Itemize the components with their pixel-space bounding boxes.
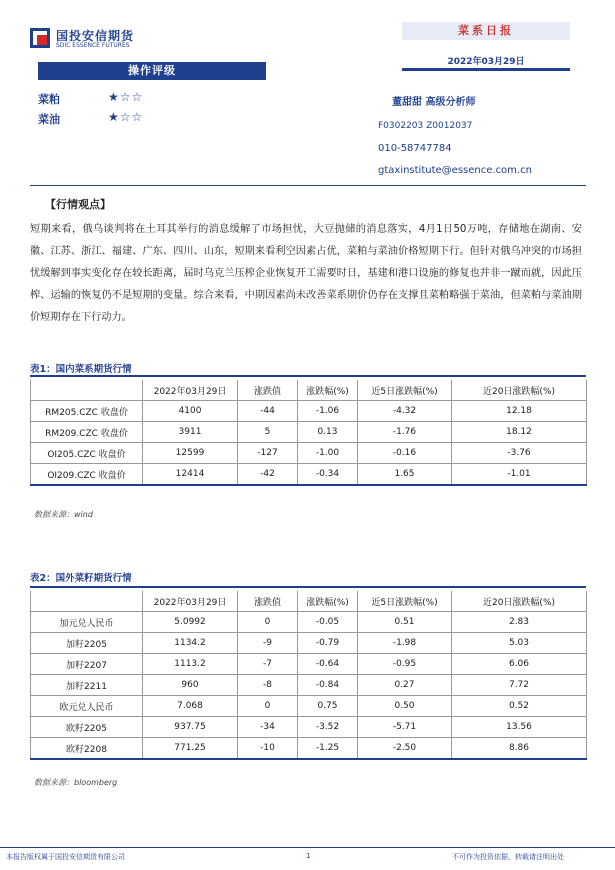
section-title: 【行情观点】 (45, 198, 111, 211)
table-cell: 加籽2211 (31, 675, 143, 696)
table-cell: 12414 (143, 464, 238, 486)
column-header: 近5日涨跌幅(%) (358, 380, 452, 401)
table-row (31, 401, 587, 422)
table-cell: 加籽2205 (31, 633, 143, 654)
logo-text-en: SDIC ESSENCE FUTURES (56, 42, 130, 49)
table-cell: -0.84 (298, 675, 358, 696)
table-cell: 5 (238, 422, 298, 443)
table-row (31, 717, 587, 738)
analyst-name: 董甜甜 高级分析师 (392, 97, 476, 108)
column-header: 涨跌幅(%) (298, 591, 358, 612)
table-cell: 0.52 (452, 696, 587, 717)
foreign-futures-table (30, 591, 587, 760)
column-header: 近5日涨跌幅(%) (358, 591, 452, 612)
table-cell: 5.0992 (143, 612, 238, 633)
column-header: 2022年03月29日 (143, 380, 238, 401)
star-rating-icon: ★☆☆ (108, 110, 144, 124)
table-row (31, 738, 587, 760)
table-cell: -0.64 (298, 654, 358, 675)
column-header: 涨跌值 (238, 591, 298, 612)
table-cell: 7.068 (143, 696, 238, 717)
table-row (31, 654, 587, 675)
rating-row (38, 111, 266, 131)
table-cell: 欧籽2208 (31, 738, 143, 760)
column-header: 2022年03月29日 (143, 591, 238, 612)
table-cell: 12.18 (452, 401, 587, 422)
table-cell: 0 (238, 696, 298, 717)
table-cell: 2.83 (452, 612, 587, 633)
table-cell: -7 (238, 654, 298, 675)
table-title: 表1：国内菜系期货行情 (30, 364, 132, 375)
table-cell: -8 (238, 675, 298, 696)
table-cell: -127 (238, 443, 298, 464)
column-header: 涨跌幅(%) (298, 380, 358, 401)
analyst-email[interactable]: gtaxinstitute@essence.com.cn (378, 165, 532, 176)
table-cell: -2.50 (358, 738, 452, 760)
table-cell: -5.71 (358, 717, 452, 738)
table-cell: 0 (238, 612, 298, 633)
column-header: 近20日涨跌幅(%) (452, 380, 587, 401)
report-date: 2022年03月29日 (447, 57, 525, 67)
table-cell: -3.76 (452, 443, 587, 464)
table-row (31, 612, 587, 633)
table-cell: RM205.CZC 收盘价 (31, 401, 143, 422)
table-row (31, 443, 587, 464)
table-cell: 1113.2 (143, 654, 238, 675)
table-cell: 6.06 (452, 654, 587, 675)
table-row (31, 633, 587, 654)
table-cell: -34 (238, 717, 298, 738)
table-cell: -10 (238, 738, 298, 760)
table-cell: -0.05 (298, 612, 358, 633)
table-cell: 0.51 (358, 612, 452, 633)
table-cell: 8.86 (452, 738, 587, 760)
analyst-cert: F0302203 Z0012037 (378, 121, 473, 131)
table-cell: 4100 (143, 401, 238, 422)
logo-text-cn: 国投安信期货 (56, 29, 135, 43)
column-header (31, 591, 143, 612)
divider (30, 586, 586, 588)
table-cell: RM209.CZC 收盘价 (31, 422, 143, 443)
table-cell: 7.72 (452, 675, 587, 696)
rating-name: 菜粕 (38, 93, 60, 106)
table-cell: -4.32 (358, 401, 452, 422)
table-cell: -44 (238, 401, 298, 422)
table-cell: -1.98 (358, 633, 452, 654)
footer-disclaimer: 不可作为投资依据，转载请注明出处 (452, 853, 564, 861)
table-cell: 937.75 (143, 717, 238, 738)
table-cell: 18.12 (452, 422, 587, 443)
table-cell: -1.76 (358, 422, 452, 443)
report-type-badge: 菜系日报 (402, 22, 570, 40)
table-row (31, 464, 587, 486)
table-cell: -42 (238, 464, 298, 486)
table-row (31, 675, 587, 696)
table-cell: -1.06 (298, 401, 358, 422)
footer-copyright: 本报告版权属于国投安信期货有限公司 (6, 853, 125, 861)
table-cell: 0.50 (358, 696, 452, 717)
table-cell: -1.25 (298, 738, 358, 760)
table-title: 表2：国外菜籽期货行情 (30, 573, 132, 584)
divider (30, 185, 586, 186)
column-header (31, 380, 143, 401)
column-header: 近20日涨跌幅(%) (452, 591, 587, 612)
table-cell: -3.52 (298, 717, 358, 738)
table-cell: 960 (143, 675, 238, 696)
divider (30, 375, 586, 377)
divider (0, 847, 615, 848)
table-cell: 5.03 (452, 633, 587, 654)
divider (402, 68, 570, 71)
market-view-text: 短期来看，俄乌谈判将在土耳其举行的消息缓解了市场担忧，大豆抛储的消息落实，4月1日50万吨，存储地在湖南、安徽、江苏、浙江、福建、广东、四川、山东，短期来看利空因素占优，菜粕与菜油价格短期下行。但针对俄乌冲突的市场担忧缓解到事实变化存在较长距离，届时乌克兰压榨企业恢复开工需要时日，基建和港口设施的修复也并非一蹴而就，因此压榨、运输的恢复仍不是短期的变量。综合来看，中期因素尚未改善菜系期价仍存在支撑且菜粕略强于菜油，但菜粕与菜油期价短期存在下行动力。 (30, 224, 582, 323)
table-cell: 1134.2 (143, 633, 238, 654)
table-cell: 欧元兑人民币 (31, 696, 143, 717)
table-cell: 13.56 (452, 717, 587, 738)
table-cell: -1.01 (452, 464, 587, 486)
table-header-row (31, 591, 587, 612)
table-cell: 771.25 (143, 738, 238, 760)
table-cell: 0.13 (298, 422, 358, 443)
table-cell: -0.95 (358, 654, 452, 675)
table-cell: 加籽2207 (31, 654, 143, 675)
table-cell: 3911 (143, 422, 238, 443)
data-source: 数据来源：wind (34, 510, 93, 519)
table-cell: OI205.CZC 收盘价 (31, 443, 143, 464)
table-cell: -1.00 (298, 443, 358, 464)
table-cell: 12599 (143, 443, 238, 464)
table-header-row (31, 380, 587, 401)
column-header: 涨跌值 (238, 380, 298, 401)
rating-row (38, 91, 266, 111)
table-cell: 0.27 (358, 675, 452, 696)
rating-title: 操作评级 (38, 62, 266, 80)
rating-name: 菜油 (38, 113, 60, 126)
table-row (31, 696, 587, 717)
data-source: 数据来源：bloomberg (34, 778, 118, 787)
table-cell: -0.16 (358, 443, 452, 464)
table-cell: 0.75 (298, 696, 358, 717)
page-number: 1 (306, 852, 311, 860)
table-cell: 欧籽2205 (31, 717, 143, 738)
table-cell: 加元兑人民币 (31, 612, 143, 633)
table-cell: OI209.CZC 收盘价 (31, 464, 143, 486)
table-cell: -0.79 (298, 633, 358, 654)
table-row (31, 422, 587, 443)
domestic-futures-table (30, 380, 587, 486)
table-cell: 1.65 (358, 464, 452, 486)
star-rating-icon: ★☆☆ (108, 90, 144, 104)
analyst-phone: 010-58747784 (378, 143, 452, 154)
table-cell: -9 (238, 633, 298, 654)
company-logo (30, 26, 150, 54)
table-cell: -0.34 (298, 464, 358, 486)
